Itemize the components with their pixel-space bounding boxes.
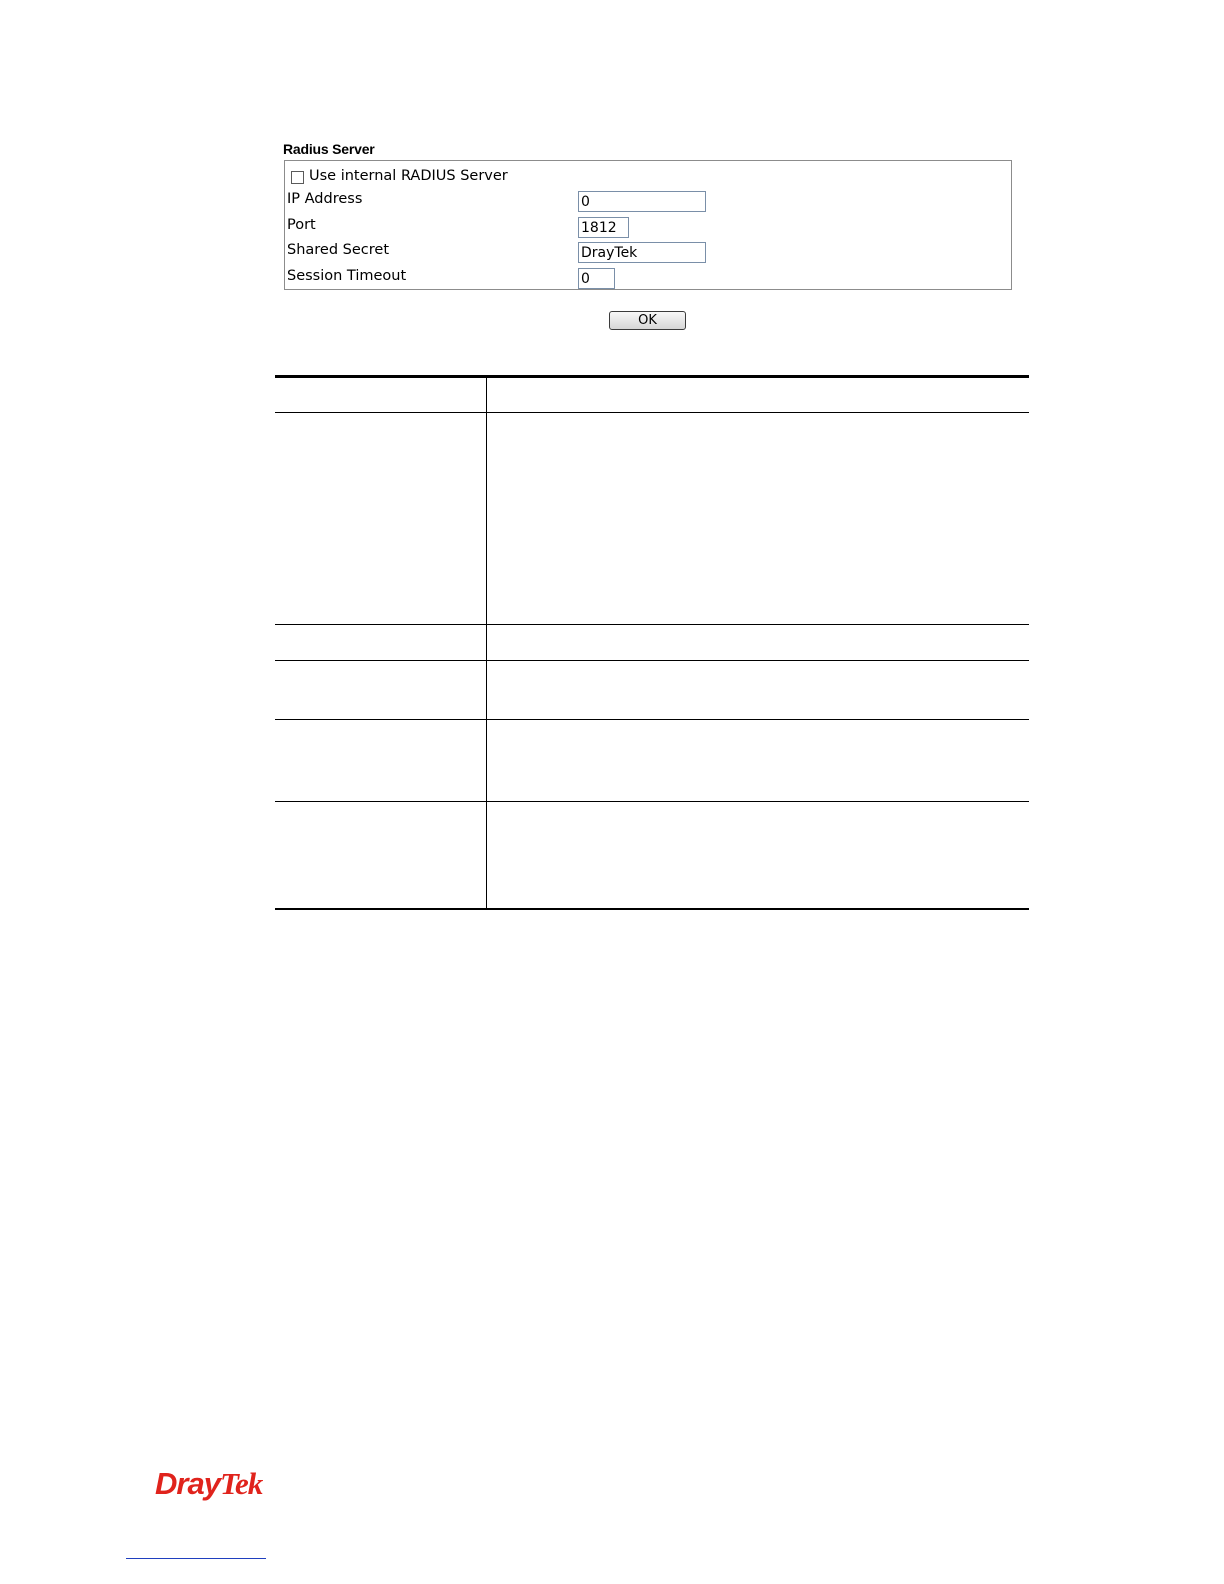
ip-address-label: IP Address <box>287 191 363 207</box>
port-row <box>285 214 1011 238</box>
use-internal-radius-checkbox[interactable] <box>291 171 304 184</box>
logo-text-dray: Dray <box>155 1466 220 1501</box>
ip-address-input[interactable]: 0 <box>578 191 706 212</box>
table-header-rule <box>275 412 1029 413</box>
use-internal-row <box>285 165 1011 189</box>
port-input[interactable]: 1812 <box>578 217 629 238</box>
footer-rule <box>126 1558 266 1559</box>
draytek-logo <box>155 1466 262 1502</box>
radius-server-form <box>284 160 1012 290</box>
ip-address-row <box>285 188 1011 212</box>
table-column-divider <box>486 378 487 908</box>
section-title: Radius Server <box>283 141 375 157</box>
table-row-divider <box>275 624 1029 625</box>
shared-secret-row <box>285 239 1011 263</box>
session-timeout-row <box>285 265 1011 289</box>
session-timeout-input[interactable]: 0 <box>578 268 615 289</box>
shared-secret-label: Shared Secret <box>287 242 390 258</box>
table-row-divider <box>275 801 1029 802</box>
table-row-divider <box>275 719 1029 720</box>
session-timeout-label: Session Timeout <box>287 268 407 284</box>
shared-secret-input[interactable]: DrayTek <box>578 242 706 263</box>
use-internal-radius-label: Use internal RADIUS Server <box>309 168 508 184</box>
ok-button[interactable]: OK <box>609 311 686 330</box>
table-top-rule <box>275 375 1029 378</box>
table-bottom-rule <box>275 908 1029 910</box>
port-label: Port <box>287 217 316 233</box>
logo-text-tek: Tek <box>219 1466 263 1501</box>
table-row-divider <box>275 660 1029 661</box>
